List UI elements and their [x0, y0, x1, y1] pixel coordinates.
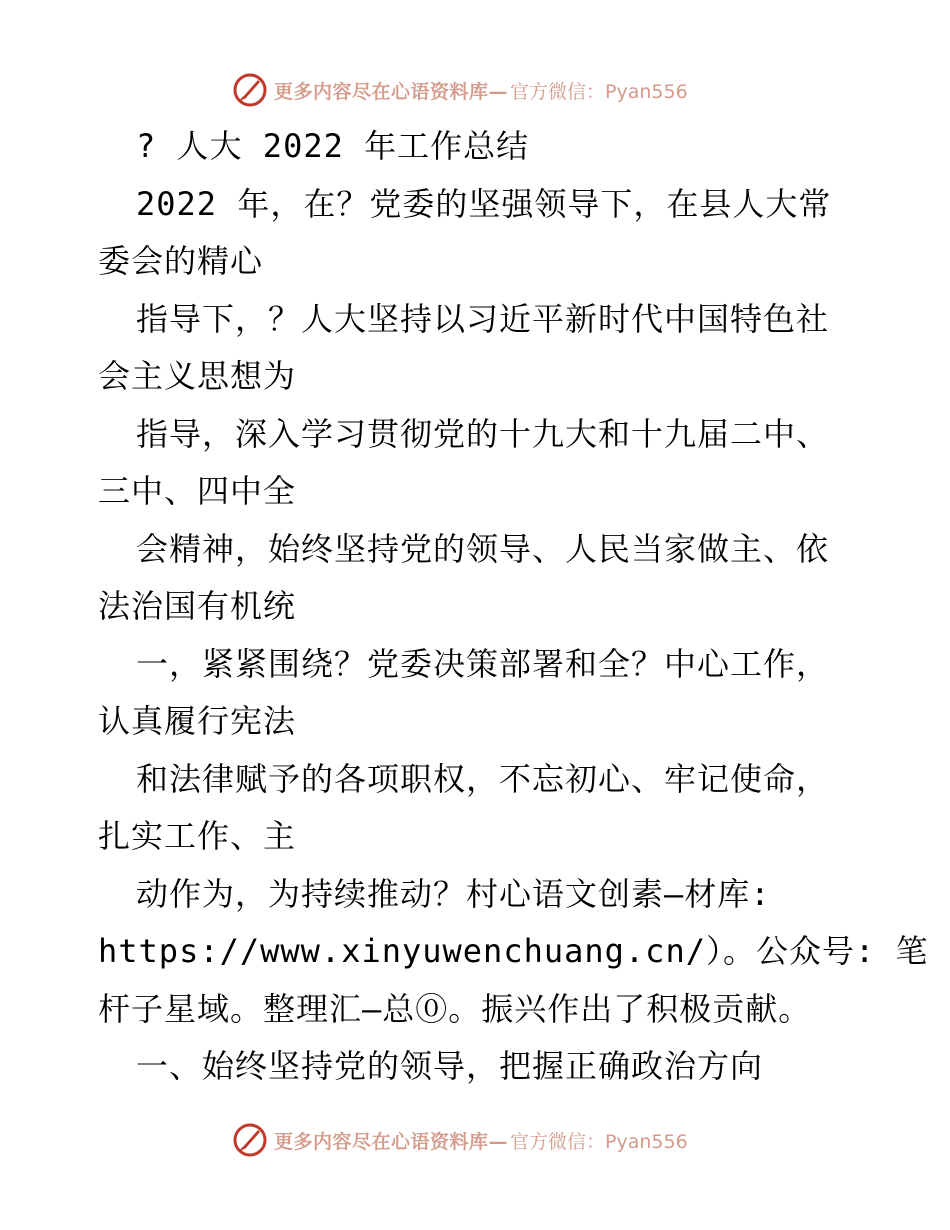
doc-line: https://www.xinyuwenchuang.cn/）。公众号: 笔	[98, 932, 929, 970]
doc-line: 指导下，？人大坚持以习近平新时代中国特色社	[136, 299, 830, 338]
doc-line: 指导，深入学习贯彻党的十九大和十九届二中、	[136, 414, 830, 453]
banner-text: 更多内容尽在心语资料库—	[274, 80, 509, 103]
doc-line: 认真履行宪法	[98, 702, 297, 740]
doc-line: 会主义思想为	[98, 357, 297, 395]
quill-logo-icon	[232, 72, 268, 108]
quill-logo-icon	[232, 1122, 268, 1158]
banner-wechat: 官方微信：Pyan556	[510, 1130, 688, 1153]
doc-line: 一，紧紧围绕？党委决策部署和全？中心工作，	[136, 644, 830, 683]
doc-line: 法治国有机统	[98, 587, 297, 625]
doc-line: 三中、四中全	[98, 472, 297, 510]
header-banner	[232, 70, 688, 110]
footer-banner	[232, 1120, 688, 1160]
doc-section-heading: 一、始终坚持党的领导，把握正确政治方向	[136, 1047, 764, 1085]
doc-line: 和法律赋予的各项职权，不忘初心、牢记使命，	[136, 759, 830, 798]
banner-wechat: 官方微信：Pyan556	[510, 80, 688, 103]
document-body	[98, 118, 929, 1096]
doc-line: 2022 年，在？党委的坚强领导下，在县人大常	[136, 184, 832, 223]
doc-line: 动作为，为持续推动？村心语文创素—材库:	[136, 874, 771, 913]
doc-line: 杆子星域。整理汇—总⓪。振兴作出了积极贡献。	[98, 989, 812, 1028]
doc-line: 委会的精心	[98, 242, 264, 280]
doc-line: 扎实工作、主	[98, 817, 297, 855]
doc-title: ? 人大 2022 年工作总结	[136, 127, 530, 165]
banner-text: 更多内容尽在心语资料库—	[274, 1130, 509, 1153]
doc-line: 会精神，始终坚持党的领导、人民当家做主、依	[136, 529, 830, 568]
